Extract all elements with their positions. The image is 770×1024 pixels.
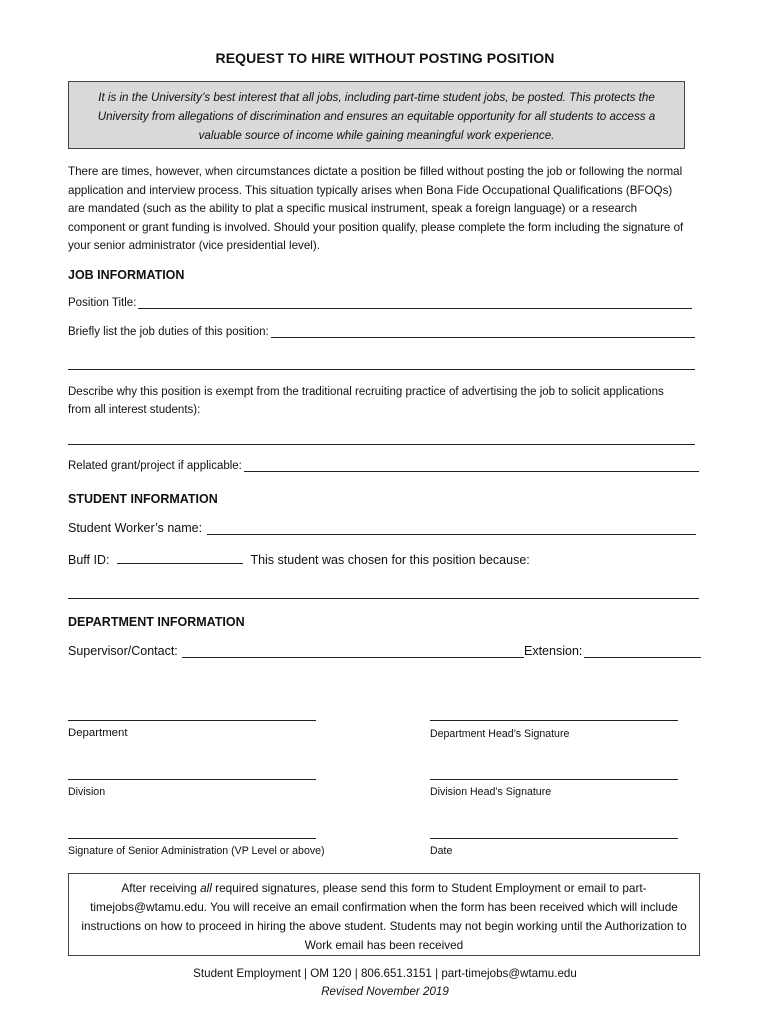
dept-head-signature-label: Department Head’s Signature	[430, 728, 570, 740]
division-line[interactable]	[68, 779, 316, 780]
footer-contact: Student Employment | OM 120 | 806.651.3151 | part-timejobs@wtamu.edu	[193, 967, 577, 980]
job-duties-line-2[interactable]	[68, 369, 695, 370]
supervisor-field[interactable]	[68, 644, 524, 658]
intro-paragraph: There are times, however, when circumstances dictate a position be filled without posting the job or following the normal application and interview process. This situation typically arises when Bona Fide Occupational Qualifications (BFOQs) are mandated (such as the ability to plat a specific musical instrument, speak a foreign language) or a research component or grant funding is involved. Should your position qualify, please complete the form including the signature of your senior administrator (vice presidential level).	[68, 165, 684, 253]
buff-id-row	[68, 551, 708, 569]
student-information-heading: STUDENT INFORMATION	[68, 492, 218, 506]
extension-label: Extension:	[524, 644, 583, 658]
job-information-heading: JOB INFORMATION	[68, 268, 185, 282]
job-duties-blank[interactable]	[271, 326, 695, 338]
date-label: Date	[430, 845, 453, 857]
supervisor-blank[interactable]	[182, 646, 524, 658]
senior-admin-signature-label: Signature of Senior Administration (VP Level or above)	[68, 845, 325, 857]
grant-project-blank[interactable]	[244, 460, 699, 472]
form-title: REQUEST TO HIRE WITHOUT POSTING POSITION	[215, 50, 555, 66]
student-name-blank[interactable]	[207, 523, 696, 535]
instructions-emphasis-all: all	[200, 881, 212, 895]
submission-instructions-box	[68, 873, 700, 956]
buff-id-label: Buff ID:	[68, 553, 110, 567]
supervisor-label: Supervisor/Contact:	[68, 644, 178, 658]
extension-field[interactable]	[524, 644, 701, 658]
division-head-signature-label: Division Head’s Signature	[430, 786, 552, 798]
extension-blank[interactable]	[584, 646, 701, 658]
division-head-signature-line[interactable]	[430, 779, 678, 780]
instructions-text-start: After receiving	[121, 881, 201, 895]
chosen-because-line[interactable]	[68, 598, 699, 599]
position-title-blank[interactable]	[138, 297, 692, 309]
chosen-because-label: This student was chosen for this position because:	[250, 553, 530, 567]
buff-id-blank[interactable]	[117, 552, 243, 564]
position-title-label: Position Title:	[68, 297, 137, 309]
grant-project-label: Related grant/project if applicable:	[68, 460, 242, 472]
division-label: Division	[68, 786, 106, 798]
grant-project-field[interactable]	[68, 460, 699, 472]
department-line[interactable]	[68, 720, 316, 721]
student-name-field[interactable]	[68, 521, 696, 535]
exempt-reason-line[interactable]	[68, 444, 695, 445]
department-information-heading: DEPARTMENT INFORMATION	[68, 615, 245, 629]
instructions-text-rest: required signatures, please send this form to Student Employment or email to part-timejobs@wtamu.edu. You will receive an email confirmation when the form has been received which will include instructions on how to proceed in hiring the above student. Students may not begin working until the Authorization to Work email has been received	[81, 881, 687, 952]
dept-head-signature-line[interactable]	[430, 720, 678, 721]
senior-admin-signature-line[interactable]	[68, 838, 316, 839]
department-label: Department	[68, 727, 128, 739]
job-duties-label: Briefly list the job duties of this position:	[68, 326, 269, 338]
student-name-label: Student Worker’s name:	[68, 521, 203, 535]
revised-date: Revised November 2019	[321, 985, 449, 998]
position-title-field[interactable]	[68, 297, 692, 309]
date-line[interactable]	[430, 838, 678, 839]
job-duties-field[interactable]	[68, 326, 695, 338]
posting-notice-box: It is in the University’s best interest that all jobs, including part-time student jobs, be posted. This protects the University from allegations of discrimination and ensures an equitable opportunity for all students to access a valuable source of income while gaining meaningful work experience.	[68, 81, 685, 149]
exempt-reason-label: Describe why this position is exempt from the traditional recruiting practice of advertising the job to solicit applications from all interest students):	[68, 386, 664, 416]
